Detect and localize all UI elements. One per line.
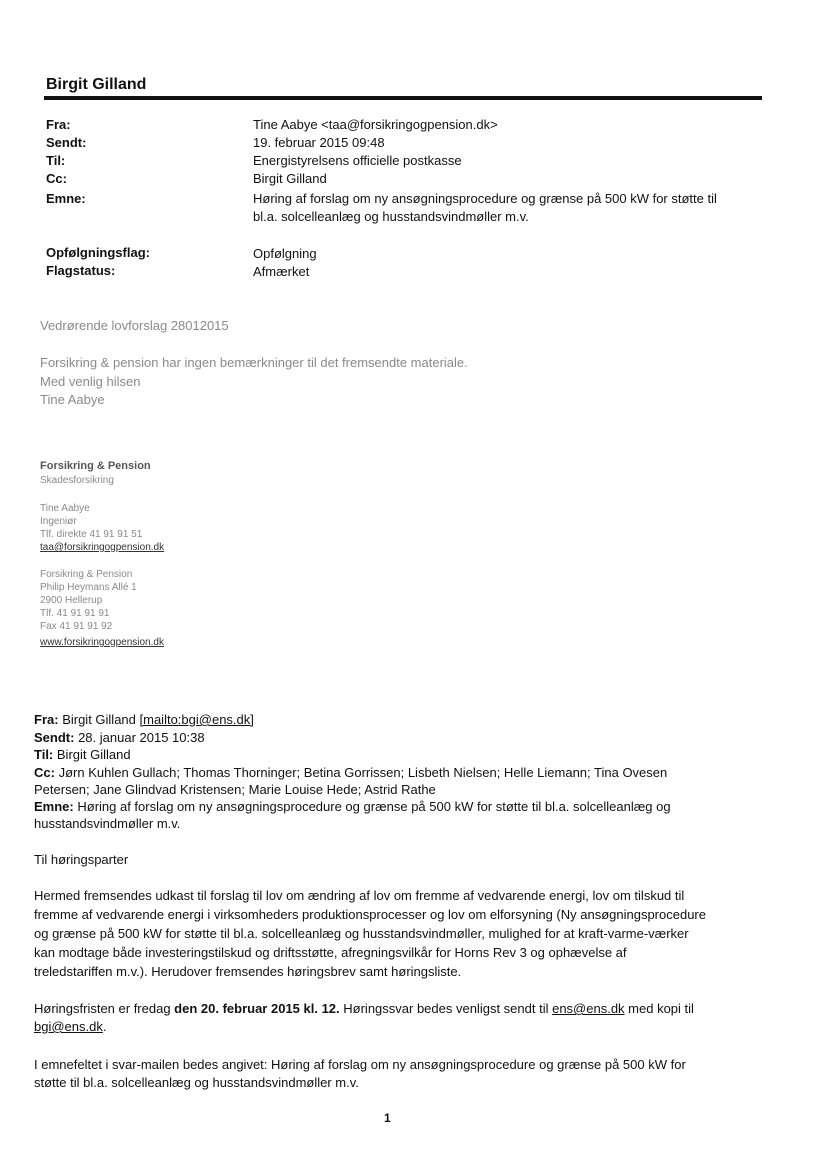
signature-dept: Skadesforsikring bbox=[40, 475, 114, 486]
deadline-date: den 20. februar 2015 kl. 12. bbox=[174, 1001, 340, 1016]
signature-address-city: 2900 Hellerup bbox=[40, 595, 103, 606]
meta-emne-label: Emne: bbox=[46, 191, 86, 206]
original-fra-label: Fra: bbox=[34, 712, 59, 727]
meta-emne-value: Høring af forslag om ny ansøgningsprocedure og grænse på 500 kW for støtte til bbox=[253, 191, 717, 206]
signature-address-fax: Fax 41 91 91 92 bbox=[40, 621, 113, 632]
reply-subject: Vedrørende lovforslag 28012015 bbox=[40, 318, 229, 333]
header-divider bbox=[44, 96, 762, 100]
original-emne-line bbox=[34, 798, 671, 816]
meta-til-label: Til: bbox=[46, 153, 66, 168]
original-cc-label: Cc: bbox=[34, 765, 55, 780]
signature-person-title: Ingeniør bbox=[40, 516, 77, 527]
original-para1-line3: og grænse på 500 kW for støtte til bl.a. solcelleanlæg og husstandsvindmøller, mulighed for at kraft-varme-værker bbox=[34, 926, 689, 941]
original-para1-line5: treledstariffen m.v.). Herudover fremsendes høringsbrev samt høringsliste. bbox=[34, 964, 462, 979]
original-til-line bbox=[34, 746, 131, 764]
original-sendt-label: Sendt: bbox=[34, 730, 75, 745]
original-fra-line bbox=[34, 711, 254, 729]
original-cc-line bbox=[34, 764, 667, 782]
meta-cc-label: Cc: bbox=[46, 171, 67, 186]
deadline-period: . bbox=[102, 1019, 107, 1034]
original-para1-line1: Hermed fremsendes udkast til forslag til lov om ændring af lov om fremme af vedvarende energi, lov om tilskud til bbox=[34, 888, 685, 903]
deadline-copy-text: med kopi til bbox=[624, 1001, 694, 1016]
sender-header-name: Birgit Gilland bbox=[46, 76, 147, 93]
flagstatus-value: Afmærket bbox=[253, 264, 310, 279]
signature-person-phone: Tlf. direkte 41 91 91 51 bbox=[40, 529, 143, 540]
bgi-email-link[interactable]: bgi@ens.dk bbox=[34, 1019, 103, 1034]
original-mailto-link[interactable]: [mailto:bgi@ens.dk] bbox=[139, 712, 254, 727]
original-emne-line2: husstandsvindmøller m.v. bbox=[34, 816, 181, 831]
reply-line-1: Forsikring & pension har ingen bemærkninger til det fremsendte materiale. bbox=[40, 355, 468, 370]
original-greeting: Til høringsparter bbox=[34, 852, 129, 867]
original-sendt-value: 28. januar 2015 10:38 bbox=[78, 730, 205, 745]
meta-cc-value: Birgit Gilland bbox=[253, 171, 327, 186]
original-cc-line2: Petersen; Jane Glindvad Kristensen; Marie Louise Hede; Astrid Rathe bbox=[34, 782, 436, 797]
original-til-value: Birgit Gilland bbox=[56, 747, 131, 762]
original-emne-label: Emne: bbox=[34, 799, 74, 814]
flag-label: Opfølgningsflag: bbox=[46, 245, 150, 260]
reply-line-2: Med venlig hilsen bbox=[40, 374, 141, 389]
original-til-label: Til: bbox=[34, 747, 54, 762]
flagstatus-label: Flagstatus: bbox=[46, 263, 116, 278]
page-number: 1 bbox=[384, 1111, 391, 1125]
meta-til-value: Energistyrelsens officielle postkasse bbox=[253, 153, 462, 168]
original-para2-line1 bbox=[34, 1000, 694, 1018]
original-para2-line2 bbox=[34, 1018, 106, 1036]
meta-fra-label: Fra: bbox=[46, 117, 71, 132]
original-para1-line2: fremme af vedvarende energi i virksomheders produktionsprocesser og lov om elforsyning (Ny ansøgningsprocedure bbox=[34, 907, 706, 922]
meta-sendt-label: Sendt: bbox=[46, 135, 87, 150]
signature-web-link[interactable]: www.forsikringogpension.dk bbox=[40, 637, 164, 648]
original-emne-value: Høring af forslag om ny ansøgningsprocedure og grænse på 500 kW for støtte til bl.a. solcelleanlæg og bbox=[77, 799, 671, 814]
signature-address-street: Philip Heymans Allé 1 bbox=[40, 582, 137, 593]
reply-line-3: Tine Aabye bbox=[40, 392, 105, 407]
original-para1-line4: kan modtage både investeringstilskud og driftsstøtte, afregningsvilkår for Horns Rev 3 og ophævelse af bbox=[34, 945, 627, 960]
signature-org: Forsikring & Pension bbox=[40, 460, 151, 472]
original-sendt-line bbox=[34, 729, 205, 747]
meta-fra-value: Tine Aabye <taa@forsikringogpension.dk> bbox=[253, 117, 498, 132]
signature-address-phone: Tlf. 41 91 91 91 bbox=[40, 608, 110, 619]
flag-value: Opfølgning bbox=[253, 246, 317, 261]
original-cc-value: Jørn Kuhlen Gullach; Thomas Thorninger; Betina Gorrissen; Lisbeth Nielsen; Helle Liemann; Tina Ovesen bbox=[58, 765, 668, 780]
deadline-intro: Høringsfristen er fredag bbox=[34, 1001, 175, 1016]
deadline-send-text: Høringssvar bedes venligst sendt til bbox=[339, 1001, 553, 1016]
original-para3-line2: støtte til bl.a. solcelleanlæg og husstandsvindmøller m.v. bbox=[34, 1075, 359, 1090]
original-para3-line1: I emnefeltet i svar-mailen bedes angivet: Høring af forslag om ny ansøgningsprocedure og grænse på 500 kW for bbox=[34, 1057, 686, 1072]
signature-email-link[interactable]: taa@forsikringogpension.dk bbox=[40, 542, 165, 553]
signature-person-name: Tine Aabye bbox=[40, 503, 90, 514]
meta-emne-value-line2: bl.a. solcelleanlæg og husstandsvindmøller m.v. bbox=[253, 209, 529, 224]
ens-email-link[interactable]: ens@ens.dk bbox=[552, 1001, 625, 1016]
original-fra-value: Birgit Gilland bbox=[62, 712, 136, 727]
meta-sendt-value: 19. februar 2015 09:48 bbox=[253, 135, 385, 150]
signature-address-org: Forsikring & Pension bbox=[40, 569, 133, 580]
